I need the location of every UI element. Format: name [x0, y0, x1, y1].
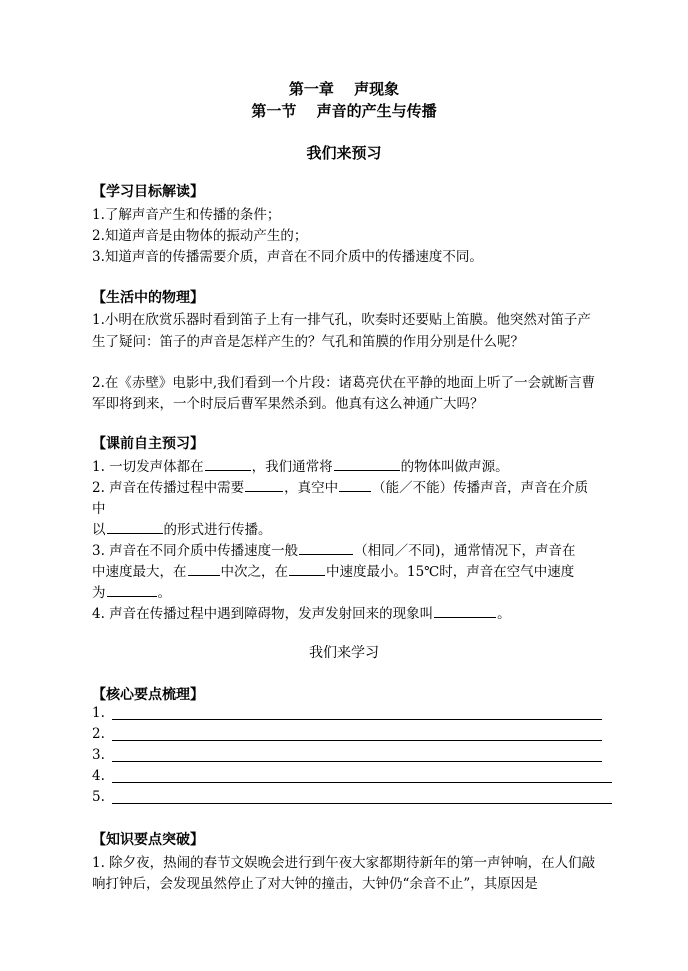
life-q2-line2: 军即将到来，一个时辰后曹军果然杀到。他真有这么神通广大吗？ [92, 396, 484, 412]
preview-q4-text-a: 4. 声音在传播过程中遇到障碍物，发声发射回来的现象叫 [92, 606, 434, 622]
self-preview-heading: 【课前自主预习】 [92, 436, 204, 452]
breakthrough-q1-line1: 1. 除夕夜，热闹的春节文娱晚会进行到午夜大家都期待新年的第一声钟响，在人们敲 [92, 855, 596, 871]
core-number-2: 2. [92, 726, 105, 742]
core-number-4: 4. [92, 768, 105, 784]
answer-blank[interactable] [434, 605, 496, 618]
writing-line[interactable] [112, 761, 602, 762]
core-number-1: 1. [92, 705, 105, 721]
answer-blank[interactable] [334, 458, 400, 471]
preview-q1 [92, 455, 617, 475]
preview-q2-text-a: 2. 声音在传播过程中需要 [92, 480, 245, 496]
answer-blank[interactable] [107, 584, 157, 597]
preview-q3-text-a: 3. 声音在不同介质中传播速度一般 [92, 543, 299, 559]
life-q1-line1: 1.小明在欣赏乐器时看到笛子上有一排气孔，吹奏时还要贴上笛膜。他突然对笛子产 [92, 312, 591, 328]
preview-q3-text-b: （相同／不同)，通常情况下，声音在 [354, 543, 576, 559]
goal-item-2: 2.知道声音是由物体的振动产生的； [92, 228, 308, 244]
preview-q2-wrap: 中 [92, 501, 106, 517]
preview-q2-text-b: ，真空中 [284, 480, 339, 496]
writing-line[interactable] [112, 782, 612, 783]
preview-q3-text-g: 。 [157, 585, 171, 601]
core-heading: 【核心要点梳理】 [92, 687, 204, 703]
chapter-title: 第一章 声现象 [288, 80, 400, 98]
preview-q2-text-f: 的形式进行传播。 [163, 522, 272, 538]
preview-q1-text-b: ，我们通常将 [251, 459, 333, 475]
writing-line[interactable] [112, 740, 602, 741]
answer-blank[interactable] [107, 521, 163, 534]
life-heading: 【生活中的物理】 [92, 290, 204, 306]
core-row-2[interactable] [92, 726, 612, 742]
core-row-3[interactable] [92, 747, 612, 763]
answer-blank[interactable] [289, 563, 325, 576]
preview-q3-text-f: 为 [92, 585, 106, 601]
preview-q2-text-c: （能／不能）传播声音，声音在介质 [372, 480, 589, 496]
goals-heading: 【学习目标解读】 [92, 184, 204, 200]
goal-item-3: 3.知道声音的传播需要介质，声音在不同介质中的传播速度不同。 [92, 249, 483, 265]
core-number-5: 5. [92, 789, 105, 805]
preview-q1-text-a: 1. 一切发声体都在 [92, 459, 204, 475]
answer-blank[interactable] [188, 563, 220, 576]
answer-blank[interactable] [245, 479, 283, 492]
writing-line[interactable] [112, 803, 612, 804]
section-title: 第一节 声音的产生与传播 [251, 102, 437, 120]
core-number-3: 3. [92, 747, 105, 763]
core-row-5[interactable] [92, 789, 617, 805]
breakthrough-q1-line2: 响打钟后，会发现虽然停止了对大钟的撞击，大钟仍“余音不止”，其原因是 [92, 876, 538, 892]
core-row-4[interactable] [92, 768, 617, 784]
answer-blank[interactable] [205, 458, 251, 471]
life-q2-line1: 2.在《赤壁》电影中,我们看到一个片段：诸葛亮伏在平静的地面上听了一会就断言曹 [92, 375, 596, 391]
life-q1-line2: 生了疑问：笛子的声音是怎样产生的？气孔和笛膜的作用分别是什么呢？ [92, 334, 524, 350]
preview-q3 [92, 539, 617, 559]
preview-q3-text-c: 中速度最大，在 [92, 564, 187, 580]
breakthrough-heading: 【知识要点突破】 [92, 832, 204, 848]
core-row-1[interactable] [92, 705, 612, 721]
preview-q3-line3 [92, 581, 617, 601]
preview-q3-text-e: 中速度最小。15℃时，声音在空气中速度 [326, 564, 575, 580]
preview-q3-line2 [92, 560, 617, 580]
preview-q2-text-e: 以 [92, 522, 106, 538]
preview-q3-text-d: 中次之，在 [220, 564, 288, 580]
preview-q4-text-b: 。 [497, 606, 511, 622]
writing-line[interactable] [112, 719, 602, 720]
preview-heading: 我们来预习 [306, 144, 382, 162]
preview-q2 [92, 476, 617, 496]
preview-q2-cont [92, 518, 617, 538]
preview-q1-text-c: 的物体叫做声源。 [400, 459, 509, 475]
answer-blank[interactable] [339, 479, 371, 492]
goal-item-1: 1.了解声音产生和传播的条件； [92, 207, 281, 223]
preview-q4 [92, 602, 617, 622]
answer-blank[interactable] [299, 542, 353, 555]
learn-heading: 我们来学习 [309, 645, 379, 661]
